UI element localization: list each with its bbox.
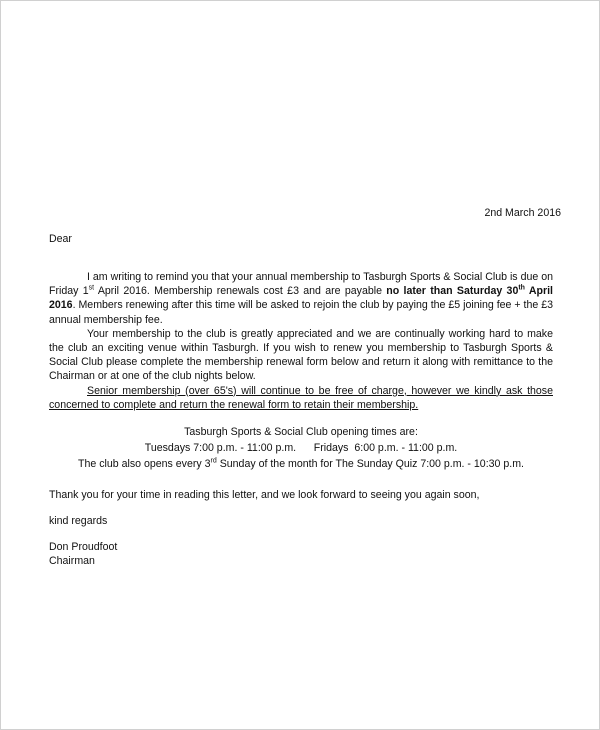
opening-times [1, 424, 600, 472]
line2-text-b: Sunday of the month for The Sunday Quiz 7:00 p.m. - 10:30 p.m. [216, 458, 524, 470]
line2-sup-rd: rd [210, 457, 217, 465]
p1-bold-deadline-2: April 2016 [49, 285, 553, 312]
letter-date: 2nd March 2016 [484, 207, 561, 219]
p1-text-c: . Members renewing after this time will be asked to rejoin the club by paying the £5 joining fee + the £3 annual membership fee. [49, 299, 553, 326]
thanks-line: Thank you for your time in reading this letter, and we look forward to seeing you again soon, [49, 489, 480, 501]
salutation: Dear [49, 233, 72, 245]
signature-block [49, 541, 117, 568]
opening-times-line-1: Tuesdays 7:00 p.m. - 11:00 p.m. Fridays 6:00 p.m. - 11:00 p.m. [144, 442, 458, 454]
line2-text-a: The club also opens every 3 [78, 458, 211, 470]
p1-text-a: I am writing to remind you that your annual membership to Tasburgh Sports & Social Club is due on Friday 1 [49, 271, 553, 298]
paragraph-senior: Senior membership (over 65's) will continue to be free of charge, however we kindly ask those concerned to complete and return the renewal form to retain their membership. [49, 384, 553, 411]
p1-sup-th: th [518, 284, 525, 292]
signer-name: Don Proudfoot [49, 541, 118, 553]
p1-bold-deadline: no later than Saturday 30 [386, 285, 519, 298]
opening-times-line-2 [1, 456, 600, 472]
p1-text-b: April 2016. Membership renewals cost £3 and are payable [94, 285, 387, 298]
signer-title: Chairman [49, 554, 95, 567]
closing: kind regards [49, 515, 108, 527]
paragraph-appreciation: Your membership to the club is greatly appreciated and we are continually working hard to make the club an exciting venue within Tasburgh. If you wish to renew you membership to Tasburgh Sports & Social Club please complete the membership renewal form below and return it along with remittance to the Chairman or at one of the club nights below. [49, 327, 553, 383]
p1-sup-st: st [88, 284, 95, 292]
letter-body [49, 270, 553, 412]
paragraph-renewal [49, 270, 553, 327]
opening-times-title: Tasburgh Sports & Social Club opening times are: [184, 426, 418, 438]
